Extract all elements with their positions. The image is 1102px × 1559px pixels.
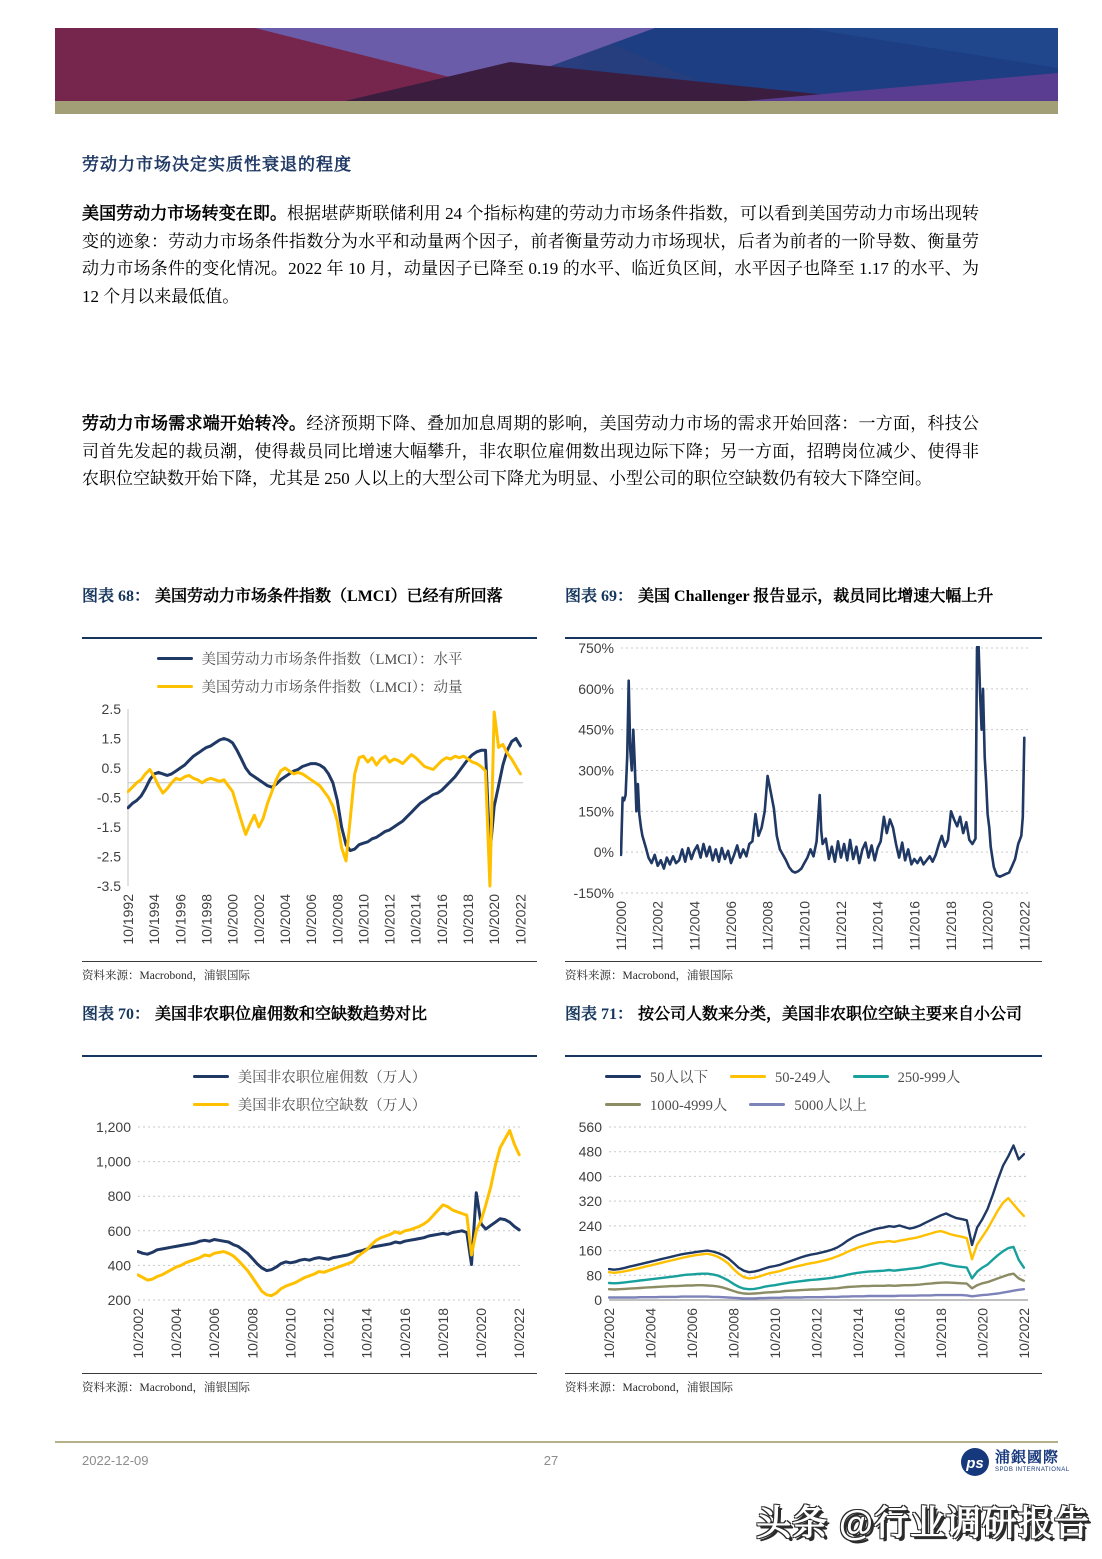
svg-text:10/2014: 10/2014 <box>849 1308 866 1359</box>
figure-69-number: 图表 69： <box>565 588 634 605</box>
figure-71-source: 资料来源：Macrobond，浦银国际 <box>565 1373 1042 1395</box>
svg-text:10/2022: 10/2022 <box>512 894 529 945</box>
svg-text:480: 480 <box>578 1143 602 1160</box>
svg-text:10/2018: 10/2018 <box>460 894 477 945</box>
svg-text:560: 560 <box>578 1119 602 1135</box>
svg-text:400: 400 <box>578 1168 602 1185</box>
svg-text:11/2006: 11/2006 <box>723 901 740 951</box>
svg-text:10/2014: 10/2014 <box>358 1308 375 1359</box>
svg-text:10/1992: 10/1992 <box>120 894 136 945</box>
legend-swatch <box>749 1103 785 1107</box>
paragraph-1-lead: 美国劳动力市场转变在即。 <box>82 204 288 223</box>
legend-item <box>157 676 463 697</box>
svg-text:1,200: 1,200 <box>95 1119 131 1135</box>
figure-69 <box>565 585 1042 983</box>
svg-text:800: 800 <box>107 1188 131 1205</box>
legend-swatch <box>157 657 193 661</box>
legend-item <box>749 1094 867 1115</box>
svg-text:10/1996: 10/1996 <box>172 894 189 945</box>
figure-70 <box>82 1003 537 1395</box>
header-banner-graphic <box>55 28 1058 101</box>
paragraph-1 <box>82 200 979 310</box>
figure-68-number: 图表 68： <box>82 588 151 605</box>
svg-text:10/2012: 10/2012 <box>808 1308 825 1359</box>
figure-71-title-text: 按公司人数来分类，美国非农职位空缺主要来自小公司 <box>638 1006 1023 1023</box>
header-banner <box>55 28 1058 101</box>
legend-item <box>730 1066 831 1087</box>
svg-text:400: 400 <box>107 1257 131 1274</box>
svg-text:-3.5: -3.5 <box>96 878 121 894</box>
figure-68-legend <box>82 639 537 700</box>
figure-71-chart <box>565 1118 1042 1364</box>
svg-text:11/2022: 11/2022 <box>1016 901 1033 951</box>
svg-text:10/2016: 10/2016 <box>396 1308 413 1359</box>
figure-71 <box>565 1003 1042 1395</box>
legend-swatch <box>605 1103 641 1107</box>
legend-swatch <box>157 685 193 689</box>
svg-text:10/2018: 10/2018 <box>932 1308 949 1359</box>
svg-text:240: 240 <box>578 1217 602 1234</box>
svg-text:1,000: 1,000 <box>95 1153 131 1170</box>
svg-text:200: 200 <box>107 1292 131 1308</box>
svg-text:160: 160 <box>578 1242 602 1259</box>
svg-text:10/2002: 10/2002 <box>130 1308 146 1359</box>
svg-text:10/2004: 10/2004 <box>168 1308 185 1359</box>
legend-label: 5000人以上 <box>794 1098 867 1114</box>
svg-text:10/1998: 10/1998 <box>198 894 215 945</box>
svg-text:10/2022: 10/2022 <box>1015 1308 1032 1359</box>
svg-text:-2.5: -2.5 <box>96 848 121 865</box>
svg-text:10/2012: 10/2012 <box>320 1308 337 1359</box>
legend-label: 美国非农职位空缺数（万人） <box>237 1098 427 1114</box>
figure-70-title-text: 美国非农职位雇佣数和空缺数趋势对比 <box>155 1006 428 1023</box>
footer-date: 2022-12-09 <box>82 1453 149 1468</box>
figure-69-source: 资料来源：Macrobond，浦银国际 <box>565 961 1042 983</box>
svg-text:0%: 0% <box>593 844 614 861</box>
svg-text:10/2006: 10/2006 <box>683 1308 700 1359</box>
svg-text:600: 600 <box>107 1222 131 1239</box>
svg-text:10/2014: 10/2014 <box>407 894 424 945</box>
brand-logo-icon <box>960 1447 990 1477</box>
legend-item <box>605 1066 708 1087</box>
paragraph-2 <box>82 410 979 493</box>
svg-text:11/2002: 11/2002 <box>649 901 666 951</box>
legend-item <box>193 1094 427 1115</box>
brand-name-en: SPDB INTERNATIONAL <box>995 1466 1070 1473</box>
svg-text:10/2016: 10/2016 <box>891 1308 908 1359</box>
footer-page-number: 27 <box>543 1453 559 1468</box>
svg-text:-1.5: -1.5 <box>96 819 121 835</box>
svg-text:10/2002: 10/2002 <box>601 1308 617 1359</box>
svg-text:11/2020: 11/2020 <box>979 901 996 951</box>
legend-swatch <box>730 1075 766 1079</box>
legend-item <box>605 1094 727 1115</box>
svg-text:10/2006: 10/2006 <box>206 1308 223 1359</box>
svg-text:10/2004: 10/2004 <box>642 1308 659 1359</box>
svg-text:300%: 300% <box>578 762 614 779</box>
svg-text:80: 80 <box>586 1267 602 1284</box>
svg-text:1.5: 1.5 <box>101 730 121 747</box>
paragraph-1-body: 根据堪萨斯联储利用 24 个指标构建的劳动力市场条件指数，可以看到美国劳动力市场出现转变的迹象：劳动力市场条件指数分为水平和动量两个因子，前者衡量劳动力市场现状，后者为前者的一阶导数、衡量劳动力市场条件的变化情况。2022 年 10 月，动量因子已降至 0.19 的水平、临近负区间，水平因子也降至 1.17 的水平、为 12 个月以来最低值。 <box>82 204 980 306</box>
brand-logo <box>960 1447 1070 1477</box>
figure-69-chart <box>565 639 1042 957</box>
svg-text:-150%: -150% <box>573 885 614 901</box>
svg-text:10/2018: 10/2018 <box>434 1308 451 1359</box>
svg-text:0.5: 0.5 <box>101 760 121 776</box>
figure-69-title <box>565 585 1042 639</box>
svg-text:-0.5: -0.5 <box>96 789 121 806</box>
svg-text:11/2008: 11/2008 <box>759 901 776 951</box>
legend-label: 250-999人 <box>897 1070 961 1086</box>
legend-swatch <box>193 1103 229 1107</box>
svg-text:10/2012: 10/2012 <box>381 894 398 945</box>
section-heading: 劳动力市场决定实质性衰退的程度 <box>82 155 352 174</box>
svg-text:10/2008: 10/2008 <box>725 1308 742 1359</box>
figure-70-chart <box>82 1118 537 1364</box>
legend-item <box>193 1066 427 1087</box>
figure-70-legend <box>82 1057 537 1118</box>
figure-70-source: 资料来源：Macrobond，浦银国际 <box>82 1373 537 1395</box>
header-banner-strip <box>55 101 1058 114</box>
legend-label: 美国非农职位雇佣数（万人） <box>237 1070 427 1086</box>
svg-text:10/2020: 10/2020 <box>473 1308 490 1359</box>
svg-text:10/2008: 10/2008 <box>329 894 346 945</box>
figure-68-title-text: 美国劳动力市场条件指数（LMCI）已经有所回落 <box>155 588 503 605</box>
svg-text:10/2010: 10/2010 <box>282 1308 299 1359</box>
svg-text:10/2000: 10/2000 <box>224 894 241 945</box>
svg-text:10/2022: 10/2022 <box>511 1308 528 1359</box>
legend-item <box>853 1066 961 1087</box>
footer-divider <box>55 1441 1058 1443</box>
svg-text:10/2010: 10/2010 <box>766 1308 783 1359</box>
svg-text:10/2006: 10/2006 <box>303 894 320 945</box>
figure-69-title-text: 美国 Challenger 报告显示，裁员同比增速大幅上升 <box>638 588 994 605</box>
legend-swatch <box>853 1075 889 1079</box>
legend-item <box>157 648 463 669</box>
legend-label: 1000-4999人 <box>650 1098 728 1114</box>
svg-text:10/2010: 10/2010 <box>355 894 372 945</box>
legend-swatch <box>605 1075 641 1079</box>
svg-text:10/1994: 10/1994 <box>146 894 163 945</box>
svg-text:320: 320 <box>578 1193 602 1210</box>
svg-text:11/2012: 11/2012 <box>833 901 850 951</box>
figure-71-legend <box>565 1057 1042 1118</box>
svg-text:450%: 450% <box>578 721 614 738</box>
figure-71-title <box>565 1003 1042 1057</box>
svg-text:11/2004: 11/2004 <box>686 901 703 951</box>
watermark: 头条 @行业调研报告 <box>756 1504 1090 1543</box>
figure-68 <box>82 585 537 983</box>
svg-text:11/2014: 11/2014 <box>869 901 886 951</box>
svg-text:10/2020: 10/2020 <box>486 894 503 945</box>
figure-71-number: 图表 71： <box>565 1006 634 1023</box>
legend-label: 美国劳动力市场条件指数（LMCI）：动量 <box>201 680 463 696</box>
svg-text:ps: ps <box>966 1455 984 1472</box>
legend-label: 50人以下 <box>650 1070 708 1086</box>
svg-text:10/2002: 10/2002 <box>250 894 267 945</box>
svg-text:600%: 600% <box>578 680 614 697</box>
figure-70-title <box>82 1003 537 1057</box>
figure-68-source: 资料来源：Macrobond，浦银国际 <box>82 961 537 983</box>
svg-text:11/2018: 11/2018 <box>943 901 960 951</box>
paragraph-2-body: 经济预期下降、叠加加息周期的影响，美国劳动力市场的需求开始回落：一方面，科技公司首先发起的裁员潮，使得裁员同比增速大幅攀升，非农职位雇佣数出现边际下降；另一方面，招聘岗位减少、使得非农职位空缺数开始下降，尤其是 250 人以上的大型公司下降尤为明显、小型公司的职位空缺数仍有较大下降空间。 <box>82 414 980 488</box>
figure-68-chart <box>82 700 537 950</box>
svg-text:10/2020: 10/2020 <box>974 1308 991 1359</box>
paragraph-2-lead: 劳动力市场需求端开始转冷。 <box>82 414 307 433</box>
svg-text:11/2010: 11/2010 <box>796 901 813 951</box>
svg-text:10/2008: 10/2008 <box>244 1308 261 1359</box>
svg-text:11/2000: 11/2000 <box>613 901 630 951</box>
svg-text:10/2004: 10/2004 <box>276 894 293 945</box>
svg-text:750%: 750% <box>578 640 614 656</box>
svg-text:2.5: 2.5 <box>101 701 121 717</box>
svg-text:0: 0 <box>594 1292 602 1308</box>
legend-label: 50-249人 <box>775 1070 831 1086</box>
svg-text:10/2016: 10/2016 <box>433 894 450 945</box>
svg-text:150%: 150% <box>578 803 614 820</box>
figure-68-title <box>82 585 537 639</box>
figure-70-number: 图表 70： <box>82 1006 151 1023</box>
svg-text:11/2016: 11/2016 <box>906 901 923 951</box>
brand-name-cn: 浦銀國際 <box>995 1449 1060 1467</box>
legend-label: 美国劳动力市场条件指数（LMCI）：水平 <box>201 652 463 668</box>
legend-swatch <box>193 1075 229 1079</box>
